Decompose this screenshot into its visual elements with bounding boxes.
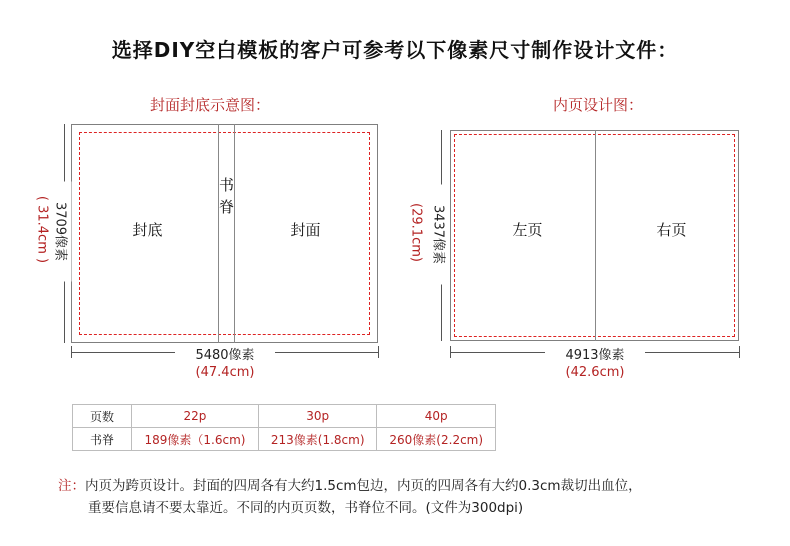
right-page-label: 右页 <box>656 221 687 239</box>
table-row-header: 书脊 <box>73 428 132 451</box>
cover-width-px: 5480像素 <box>175 344 275 363</box>
inner-height-px: 3437像素 <box>431 185 450 285</box>
front-cover-label: 封面 <box>290 221 321 239</box>
table-cell: 22p <box>132 405 259 428</box>
note-text-2: 重要信息请不要太靠近。不同的内页页数，书脊位不同。(文件为300dpi) <box>88 500 524 516</box>
inner-height-cm: (29.1cm) <box>408 203 424 262</box>
spine-right-line <box>234 124 235 343</box>
table-cell: 213像素(1.8cm) <box>258 428 377 451</box>
table-cell: 260像素(2.2cm) <box>377 428 496 451</box>
note-mark: 注： <box>58 478 85 494</box>
note-block <box>58 475 778 519</box>
cover-width-cm: (47.4cm) <box>195 365 255 380</box>
table-cell: 30p <box>258 405 377 428</box>
note-text-1: 内页为跨页设计。封面的四周各有大约1.5cm包边，内页的四周各有大约0.3cm裁切出血位， <box>85 478 642 494</box>
table-row <box>73 428 496 451</box>
left-page-label: 左页 <box>512 221 543 239</box>
cover-height-cm: ( 31.4cm ) <box>34 195 50 264</box>
spine-left-line <box>218 124 219 343</box>
cover-height-px: 3709像素 <box>53 182 72 282</box>
inner-width-cm: (42.6cm) <box>565 365 625 380</box>
table-cell: 40p <box>377 405 496 428</box>
note-line-1 <box>58 475 778 497</box>
table-row <box>73 405 496 428</box>
spine-spec-table <box>72 404 496 451</box>
cover-subtitle: 封面封底示意图： <box>150 96 271 114</box>
page-title: 选择DIY空白模板的客户可参考以下像素尺寸制作设计文件： <box>111 38 679 62</box>
back-cover-label: 封底 <box>132 221 163 239</box>
inner-fold-line <box>595 130 596 341</box>
inner-width-px: 4913像素 <box>545 344 645 363</box>
spine-label-bottom: 脊 <box>218 198 234 216</box>
table-row-header: 页数 <box>73 405 132 428</box>
inner-subtitle: 内页设计图： <box>553 96 644 114</box>
table-cell: 189像素（1.6cm) <box>132 428 259 451</box>
spine-label-top: 书 <box>218 176 234 194</box>
